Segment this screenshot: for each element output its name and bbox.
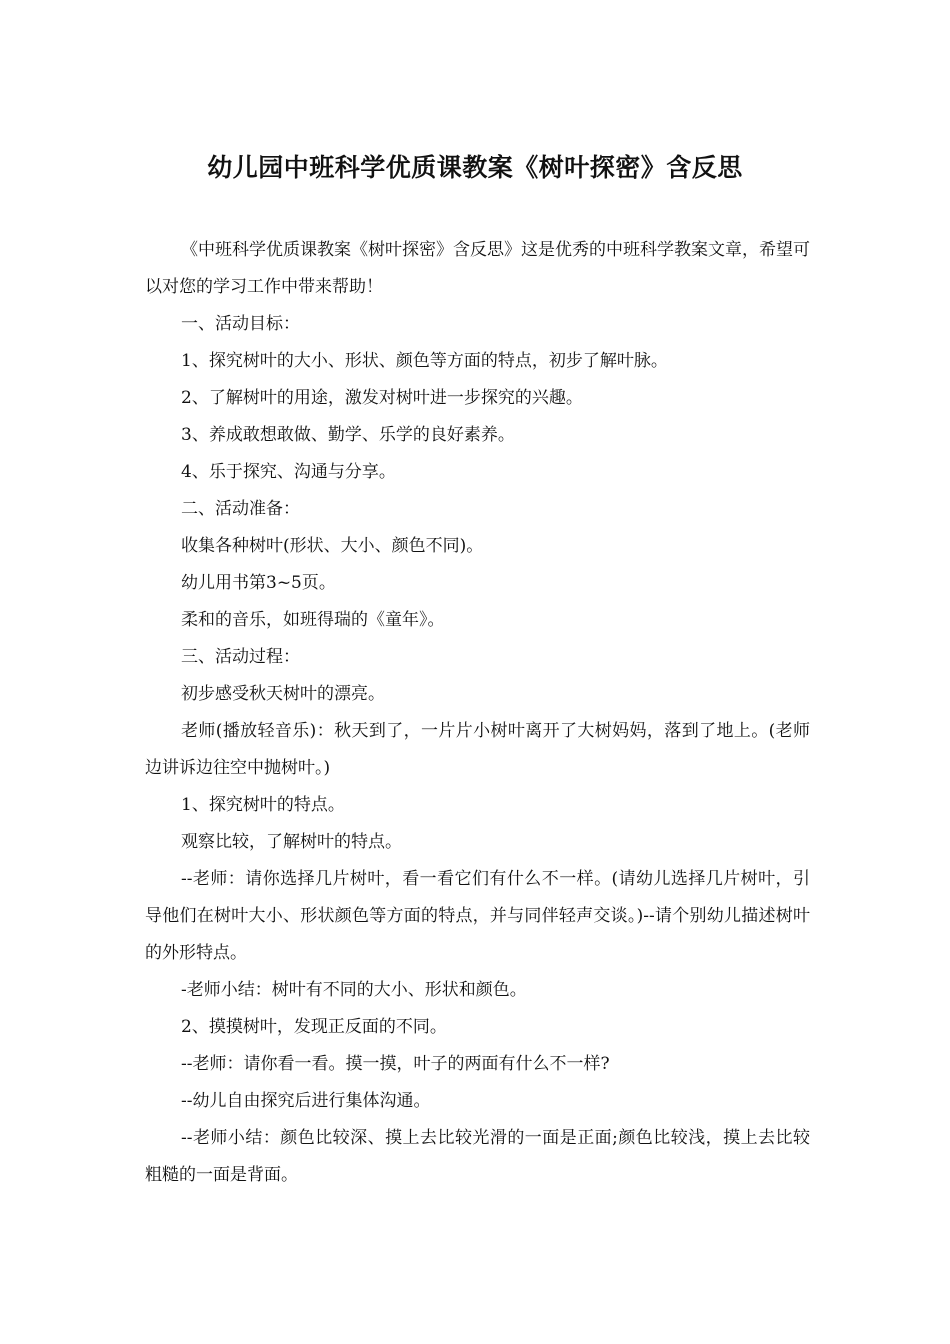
paragraph-process-1: 初步感受秋天树叶的漂亮。 xyxy=(181,684,385,704)
paragraph-process-10: --老师小结：颜色比较深、摸上去比较光滑的一面是正面;颜色比较浅，摸上去比较粗糙的一面是背面。 xyxy=(145,1128,810,1185)
paragraph-prep-heading: 二、活动准备： xyxy=(181,499,300,519)
paragraph-process-heading: 三、活动过程： xyxy=(181,647,300,667)
paragraph-process-2: 老师(播放轻音乐)：秋天到了，一片片小树叶离开了大树妈妈，落到了地上。(老师边讲诉边往空中抛树叶。) xyxy=(145,721,810,778)
paragraph-prep-2: 幼儿用书第3~5页。 xyxy=(181,573,336,593)
paragraph-process-9: --幼儿自由探究后进行集体沟通。 xyxy=(181,1091,431,1111)
paragraph-goals-heading: 一、活动目标： xyxy=(181,314,300,334)
paragraph-process-5: --老师：请你选择几片树叶，看一看它们有什么不一样。(请幼儿选择几片树叶，引导他们在树叶大小、形状颜色等方面的特点，并与同伴轻声交谈。)--请个别幼儿描述树叶的外形特点。 xyxy=(145,869,810,963)
document-body xyxy=(145,232,810,1194)
paragraph-goal-4: 4、乐于探究、沟通与分享。 xyxy=(181,462,396,482)
paragraph-process-8: --老师：请你看一看。摸一摸，叶子的两面有什么不一样? xyxy=(181,1054,610,1074)
document-title: 幼儿园中班科学优质课教案《树叶探密》含反思 xyxy=(207,153,743,182)
paragraph-intro: 《中班科学优质课教案《树叶探密》含反思》这是优秀的中班科学教案文章，希望可以对您的学习工作中带来帮助！ xyxy=(145,240,810,297)
paragraph-prep-1: 收集各种树叶(形状、大小、颜色不同)。 xyxy=(181,536,484,556)
paragraph-prep-3: 柔和的音乐，如班得瑞的《童年》。 xyxy=(181,610,445,630)
paragraph-process-7: 2、摸摸树叶，发现正反面的不同。 xyxy=(181,1017,447,1037)
paragraph-goal-1: 1、探究树叶的大小、形状、颜色等方面的特点，初步了解叶脉。 xyxy=(181,351,668,371)
paragraph-process-3: 1、探究树叶的特点。 xyxy=(181,795,345,815)
paragraph-process-4: 观察比较，了解树叶的特点。 xyxy=(181,832,402,852)
paragraph-process-6: -老师小结：树叶有不同的大小、形状和颜色。 xyxy=(181,980,527,1000)
paragraph-goal-3: 3、养成敢想敢做、勤学、乐学的良好素养。 xyxy=(181,425,515,445)
paragraph-goal-2: 2、了解树叶的用途，激发对树叶进一步探究的兴趣。 xyxy=(181,388,583,408)
